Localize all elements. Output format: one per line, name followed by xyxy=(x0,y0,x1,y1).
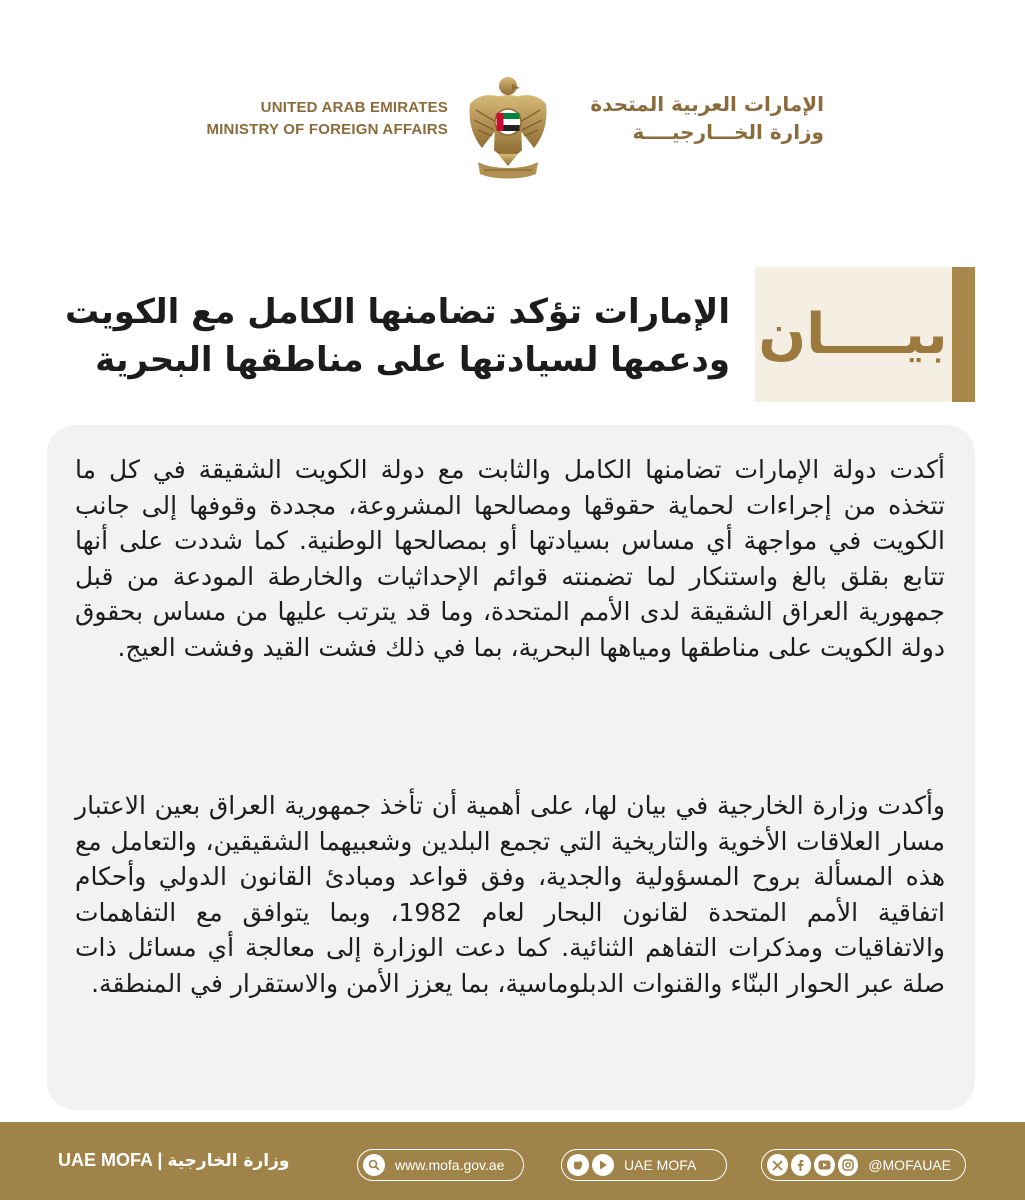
country-name-en: UNITED ARAB EMIRATES xyxy=(260,99,448,116)
letterhead xyxy=(0,70,1025,180)
footer-brand-ar: وزارة الخارجية xyxy=(167,1151,290,1171)
search-icon xyxy=(363,1154,385,1176)
social-media-links[interactable] xyxy=(761,1149,966,1181)
footer-separator: | xyxy=(157,1150,163,1170)
english-ministry-name xyxy=(196,97,448,141)
app-store-links[interactable] xyxy=(561,1149,727,1181)
uae-falcon-emblem-icon xyxy=(462,70,554,180)
app-name: UAE MOFA xyxy=(624,1157,697,1173)
apple-icon[interactable] xyxy=(567,1154,589,1176)
youtube-icon[interactable] xyxy=(814,1154,835,1176)
website-url: www.mofa.gov.ae xyxy=(395,1157,505,1173)
title-line-1: الإمارات تؤكد تضامنها الكامل مع الكويت xyxy=(65,292,730,332)
paragraph-1: أكدت دولة الإمارات تضامنها الكامل والثابت مع دولة الكويت الشقيقة في كل ما تتخذه من إجراءات لحماية حقوقها ومصالحها المشروعة، مجددة وقوفها إلى جانب الكويت في مواجهة أي مساس بسيادتها أو بمصالحها الوطنية. كما شددت على أنها تتابع بقلق بالغ واستنكار لما تضمنته قوائم الإحداثيات والخارطة المودعة من قبل جمهورية العراق الشقيقة لدى الأمم المتحدة، وما قد يترتب عليها من مساس بحقوق دولة الكويت على مناطقها ومياهها البحرية، بما في ذلك فشت القيد وفشت العيج. xyxy=(75,455,945,662)
social-handle: @MOFAUAE xyxy=(868,1157,951,1173)
statement-title xyxy=(60,288,730,384)
footer-brand-en: UAE MOFA xyxy=(58,1150,153,1170)
statement-label-accent-bar xyxy=(952,267,975,402)
footer-bar xyxy=(0,1122,1025,1200)
title-line-2: ودعمها لسيادتها على مناطقها البحرية xyxy=(95,340,730,380)
ministry-name-ar: وزارة الخـــارجيــــة xyxy=(632,120,824,144)
website-link[interactable] xyxy=(357,1149,524,1181)
x-twitter-icon[interactable] xyxy=(767,1154,788,1176)
facebook-icon[interactable] xyxy=(791,1154,812,1176)
statement-label: بيــــان xyxy=(758,301,948,367)
instagram-icon[interactable] xyxy=(838,1154,859,1176)
paragraph-2: وأكدت وزارة الخارجية في بيان لها، على أهمية أن تأخذ جمهورية العراق بعين الاعتبار مسار العلاقات الأخوية والتاريخية التي تجمع البلدين وشعبيهما الشقيقين، والتعامل مع هذه المسألة بروح المسؤولية والجدية، وفق قواعد ومبادئ القانون الدولي وأحكام اتفاقية الأمم المتحدة لقانون البحار لعام 1982، وبما يتوافق مع التفاهمات والاتفاقيات ومذكرات التفاهم الثنائية. كما دعت الوزارة إلى معالجة أي مسائل ذات صلة عبر الحوار البنّاء والقنوات الدبلوماسية، بما يعزز الأمن والاستقرار في المنطقة. xyxy=(75,791,945,998)
ministry-name-en: MINISTRY OF FOREIGN AFFAIRS xyxy=(206,121,448,138)
footer-brand xyxy=(58,1150,289,1171)
arabic-ministry-name xyxy=(566,90,824,146)
country-name-ar: الإمارات العربية المتحدة xyxy=(590,92,824,116)
google-play-icon[interactable] xyxy=(592,1154,614,1176)
